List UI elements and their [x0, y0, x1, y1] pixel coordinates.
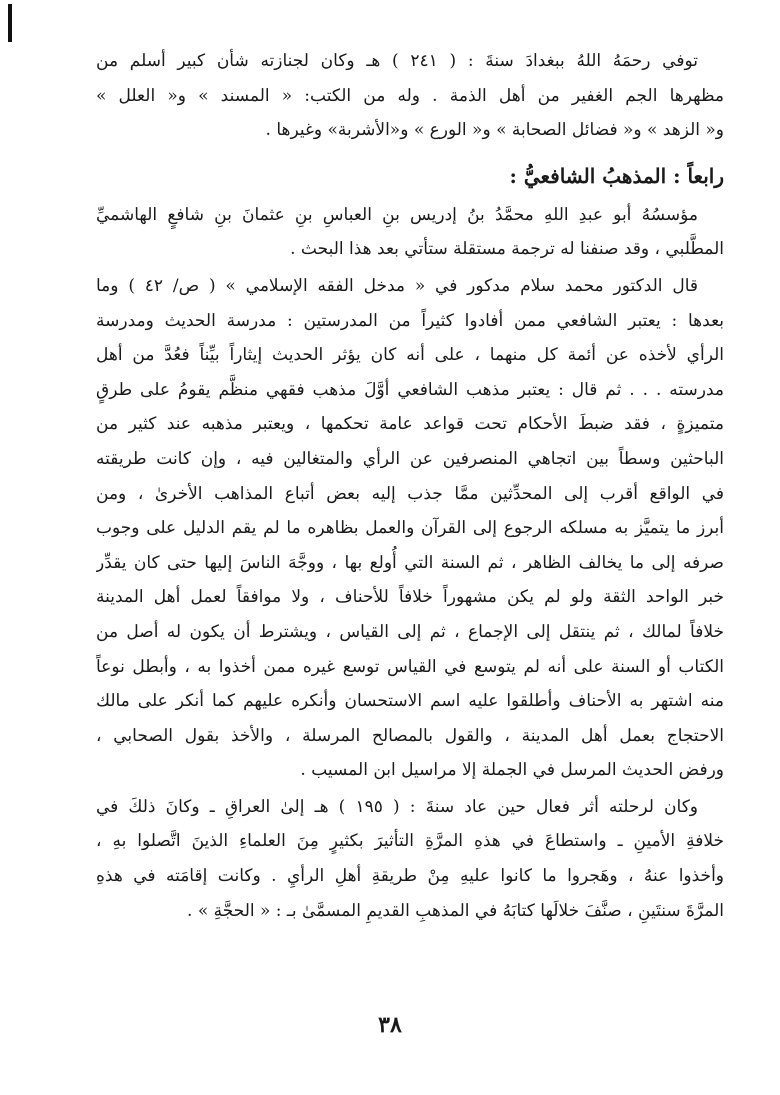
text-line: مظهرها الجم الغفير من أهل الذمة . وله من الكتب: « المسند » و« العلل » [96, 85, 724, 106]
text-line: المرَّةَ سنتَينِ ، صنَّفَ خلالَها كتابَهُ في المذهبِ القديمِ المسمَّىٰ بـ : « الحجَّةِ » . [187, 900, 724, 921]
text-line: المطَّلبي ، وقد صنفنا له ترجمة مستقلة ستأتي بعد هذا البحث . [290, 239, 724, 260]
page-body [96, 44, 724, 928]
text-line: خبر الواحد الثقة ولو لم يكن مشهوراً خلافاً للأحناف ، ولا موافقاً لعمل أهل المدينة [96, 587, 724, 608]
text-line: في الواقع أقرب إلى المحدِّثين ممَّا جذب إليه بعض أتباع المذاهب الأخرىٰ ، ومن [96, 483, 724, 504]
text-line: وكان لرحلته أثر فعال حين عاد سنةَ : ( ١٩٥ ) هـ إلىٰ العراقِ ـ وكانَ ذلكَ في [96, 796, 698, 817]
paragraph-founder [96, 198, 724, 267]
text-line: منه اشتهر به الأحناف وأطلقوا عليه اسم الاستحسان وأنكره عليهم كما أنكر على مالك [96, 691, 724, 712]
section-heading: رابعاً : المذهبُ الشافعيُّ : [509, 163, 724, 188]
paragraph-madkour-quote [96, 269, 724, 788]
text-line: مؤسسُهُ أبو عبدِ اللهِ محمَّدُ بنُ إدريس بنِ العباسِ بنِ عثمانَ بنِ شافعٍ الهاشميِّ [96, 204, 698, 225]
text-line: أبرز ما يتميَّز به مسلكه الرجوع إلى القرآن والعمل بظاهره ما لم يقم الدليل على وجوب [96, 518, 724, 539]
paragraph-death-of-ahmad [96, 44, 724, 148]
text-line: الباحثين وسطاً بين اتجاهي المنصرفين عن الرأي والمتغالين فيه ، وإن كانت طريقته [96, 448, 724, 469]
text-line: صرفه إلى ما يخالف الظاهر ، ثم السنة التي أُولع بها ، ووجَّهَ الناسَ إليها حتى كان يقدِّر [96, 552, 724, 573]
text-line: الاحتجاج بعمل أهل المدينة ، والقول بالمصالح المرسلة ، والأخذ بقول الصحابي ، [96, 725, 724, 746]
page-edge-mark [8, 4, 12, 42]
text-line: ورفض الحديث المرسل في الجملة إلا مراسيل ابن المسيب . [300, 760, 724, 781]
paragraph-iraq-journey [96, 790, 724, 928]
text-line: خلافةِ الأمينِ ـ واستطاعَ في هذهِ المرَّةِ التأثيرَ بكثيرٍ مِنَ العلماءِ الذينَ اتَّصلوا بهِ ، [96, 831, 724, 852]
text-line: توفي رحمَهُ اللهُ ببغدادَ سنةَ : ( ٢٤١ ) هـ وكان لجنازته شأن كبير أسلم من [96, 51, 698, 71]
text-line: الكتاب أو السنة على أنه لم يتوسع في القياس توسع غيره ممن أخذوا به ، وأبطل نوعاً [96, 656, 724, 677]
text-line: بعدها : يعتبر الشافعي ممن أفادوا كثيراً من المدرستين : مدرسة الحديث ومدرسة [96, 310, 724, 331]
text-line: مدرسته . . . ثم قال : يعتبر مذهب الشافعي أوَّلَ مذهب فقهي منظَّم يقومُ على طرقٍ [96, 379, 724, 400]
text-line: خلافاً لمالك ، ثم ينتقل إلى الإجماع ، ثم إلى القياس ، ويشترط أن يكون له أصل من [96, 621, 724, 642]
text-line: قال الدكتور محمد سلام مدكور في « مدخل الفقه الإسلامي » ( ص/ ٤٢ ) وما [96, 275, 699, 296]
text-line: الرأي لأخذه عن أئمة كل منهما ، على أنه كان يؤثر الحديث إيثاراً بيِّناً فعُدَّ من أهل [96, 345, 724, 366]
page-number: ٣٨ [378, 1012, 402, 1038]
text-line: وأخذوا عنهُ ، وهَجروا ما كانوا عليهِ مِنْ طريقةِ أهلِ الرأيِ . وكانت إقامَته في هذهِ [96, 866, 724, 887]
text-line: متميزةٍ ، فقد ضبطَ الأحكام تحت قواعد عامة تحكمها ، ويعتبر مذهبه عند كثير من [96, 414, 724, 435]
text-line: و« الزهد » و« فضائل الصحابة » و« الورع » و«الأشربة» وغيرها . [265, 120, 724, 141]
